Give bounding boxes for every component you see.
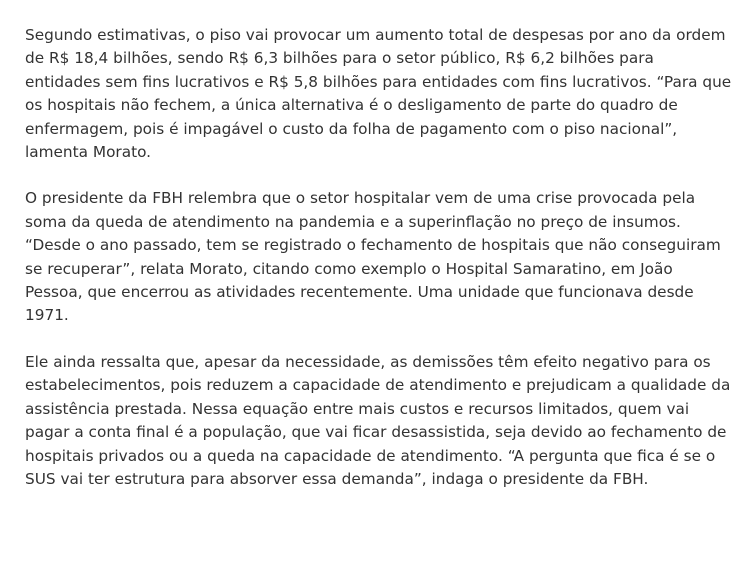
text-line: enfermagem, pois é impagável o custo da folha de pagamento com o piso nacional”, bbox=[25, 119, 678, 138]
text-line: hospitais privados ou a queda na capacidade de atendimento. “A pergunta que fica é se o bbox=[25, 446, 716, 465]
text-line: Ele ainda ressalta que, apesar da necessidade, as demissões têm efeito negativo para os bbox=[25, 352, 711, 371]
text-line: SUS vai ter estrutura para absorver essa demanda”, indaga o presidente da FBH. bbox=[25, 469, 649, 488]
text-line: Pessoa, que encerrou as atividades recentemente. Uma unidade que funcionava desde bbox=[25, 283, 694, 302]
article-body bbox=[25, 24, 732, 514]
paragraph-cost-estimates bbox=[25, 24, 732, 164]
text-line: pagar a conta final é a população, que vai ficar desassistida, seja devido ao fechamento de bbox=[25, 423, 727, 442]
text-line: Segundo estimativas, o piso vai provocar um aumento total de despesas por ano da ordem bbox=[25, 26, 726, 44]
text-line: assistência prestada. Nessa equação entre mais custos e recursos limitados, quem vai bbox=[25, 399, 690, 418]
text-line: soma da queda de atendimento na pandemia e a superinflação no preço de insumos. bbox=[25, 212, 681, 231]
text-line: 1971. bbox=[25, 306, 69, 325]
text-line: se recuperar”, relata Morato, citando como exemplo o Hospital Samaratino, em João bbox=[25, 259, 673, 278]
text-line: estabelecimentos, pois reduzem a capacidade de atendimento e prejudicam a qualidade da bbox=[25, 376, 731, 395]
text-line: O presidente da FBH relembra que o setor hospitalar vem de uma crise provocada pela bbox=[25, 189, 696, 208]
text-line: os hospitais não fechem, a única alternativa é o desligamento de parte do quadro de bbox=[25, 96, 678, 115]
paragraph-hospital-crisis bbox=[25, 187, 725, 327]
paragraph-layoffs-impact bbox=[25, 351, 731, 491]
text-line: “Desde o ano passado, tem se registrado o fechamento de hospitais que não conseguiram bbox=[25, 236, 721, 255]
text-line: entidades sem fins lucrativos e R$ 5,8 bilhões para entidades com fins lucrativos. “Para que bbox=[25, 72, 732, 91]
text-line: de R$ 18,4 bilhões, sendo R$ 6,3 bilhões para o setor público, R$ 6,2 bilhões para bbox=[25, 49, 654, 68]
text-line: lamenta Morato. bbox=[25, 143, 152, 162]
